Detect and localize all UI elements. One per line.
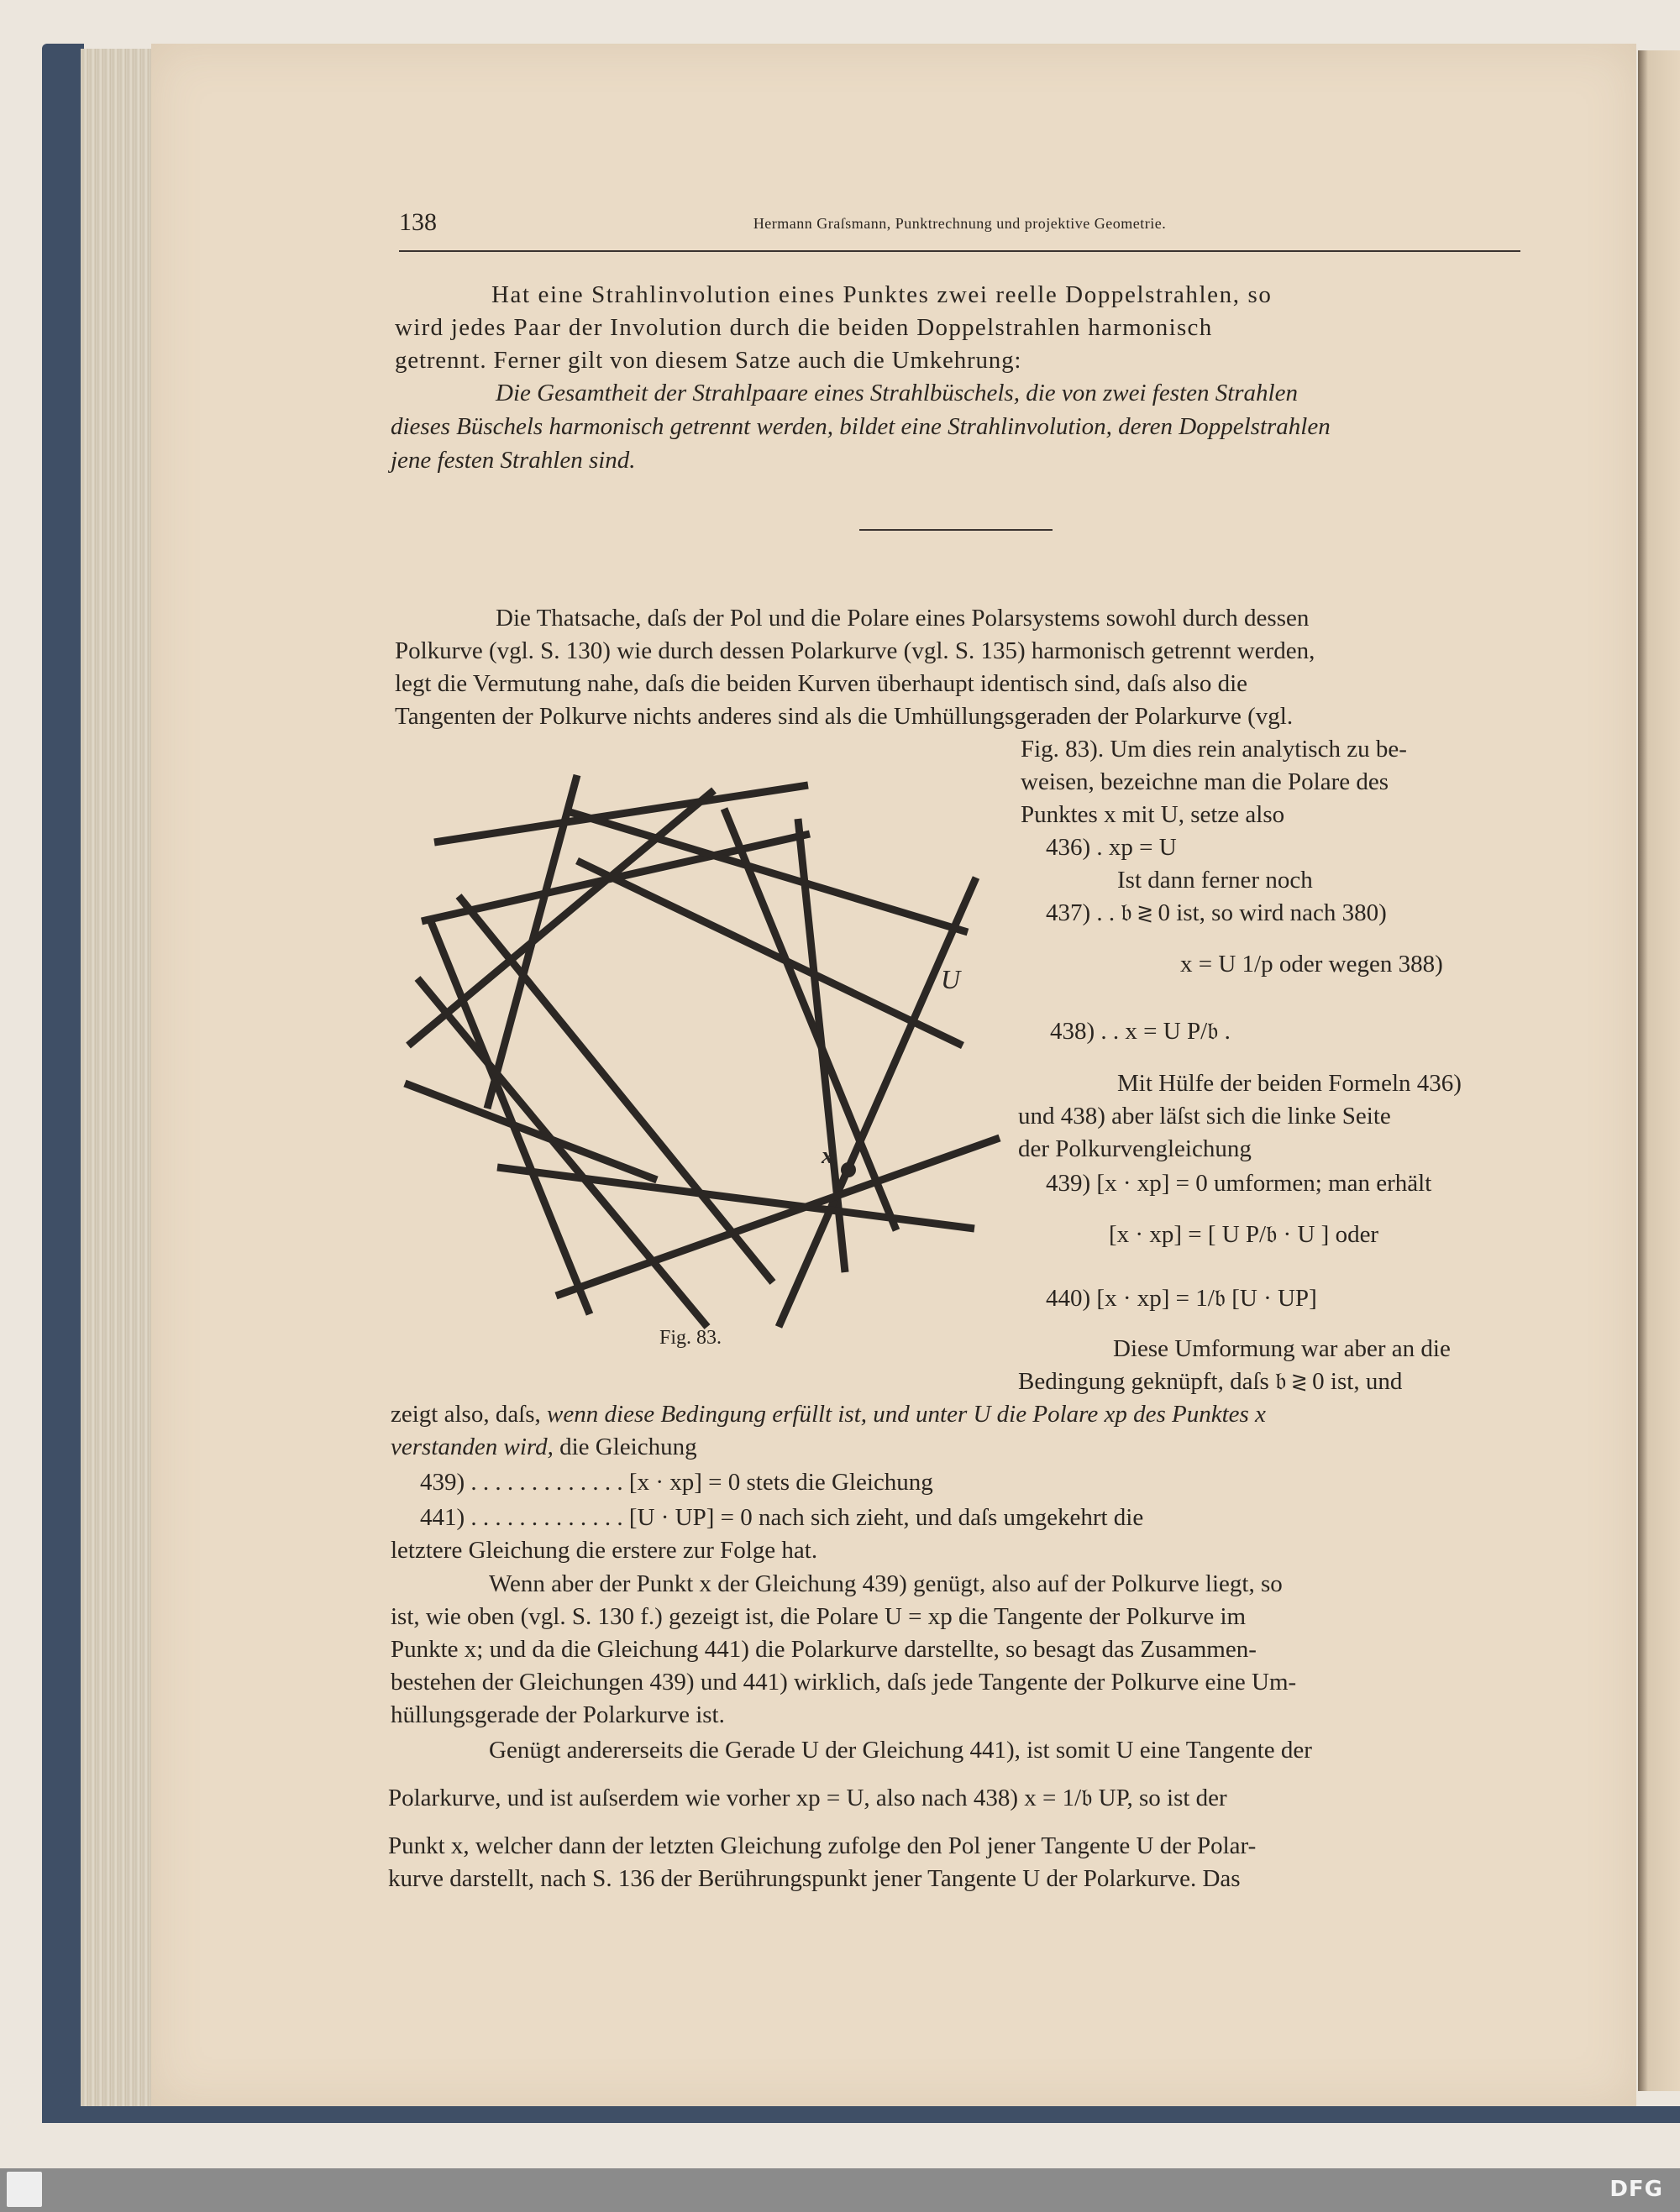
text-line: weisen, bezeichne man die Polare des xyxy=(1021,768,1389,795)
text-line: getrennt. Ferner gilt von diesem Satze auch die Umkehrung: xyxy=(395,347,1022,374)
text-line: Fig. 83). Um dies rein analytisch zu be- xyxy=(1021,736,1407,763)
text-line: kurve darstellt, nach S. 136 der Berührungspunkt jener Tangente U der Polarkurve. Das xyxy=(388,1865,1241,1892)
pole-point-x xyxy=(841,1162,856,1177)
text-line: Die Thatsache, daſs der Pol und die Polare eines Polarsystems sowohl durch dessen xyxy=(496,605,1310,632)
page-number: 138 xyxy=(399,208,437,236)
text-fragment: zeigt also, daſs, xyxy=(391,1401,541,1428)
text-line: Polkurve (vgl. S. 130) wie durch dessen Polarkurve (vgl. S. 135) harmonisch getrennt werden, xyxy=(395,637,1315,664)
text-line: legt die Vermutung nahe, daſs die beiden Kurven überhaupt identisch sind, daſs also die xyxy=(395,670,1248,697)
running-title: Hermann Graſsmann, Punktrechnung und projektive Geometrie. xyxy=(753,215,1167,232)
text-line xyxy=(391,1399,1266,1429)
label-x: x xyxy=(822,1143,833,1169)
tangent-line xyxy=(556,1138,1000,1296)
label-U: U xyxy=(941,964,961,994)
equation-437: 437) . . 𝔟 ≷ 0 ist, so wird nach 380) xyxy=(1046,899,1387,926)
italic-fragment: wenn diese Bedingung erfüllt ist, und unter U die Polare xp des Punktes x xyxy=(547,1401,1266,1428)
text-line: der Polkurvengleichung xyxy=(1018,1135,1252,1162)
dfg-logo: DFG xyxy=(1609,2177,1663,2202)
tangent-line xyxy=(434,785,808,842)
text-line xyxy=(391,1432,697,1462)
text-line: Tangenten der Polkurve nichts anderes sind als die Umhüllungsgeraden der Polarkurve (vgl. xyxy=(395,703,1294,730)
italic-fragment: verstanden wird, xyxy=(391,1434,554,1460)
text-line: Punkte x; und da die Gleichung 441) die Polarkurve darstellte, so besagt das Zusammen- xyxy=(391,1636,1257,1663)
equation-439: 439) [x · xp] = 0 umformen; man erhält xyxy=(1046,1170,1432,1197)
page-edges xyxy=(81,49,153,2106)
equation-441: 441) . . . . . . . . . . . . . [U · UP] = 0 nach sich zieht, und daſs umgekehrt die xyxy=(420,1504,1144,1531)
equation-436: 436) . xp = U xyxy=(1046,834,1177,861)
text-line: Polarkurve, und ist auſserdem wie vorher xp = U, also nach 438) x = 1/𝔟 UP, so ist der xyxy=(388,1785,1227,1811)
page-header xyxy=(399,208,1520,252)
text-line: Bedingung geknüpft, daſs 𝔟 ≷ 0 ist, und xyxy=(1018,1368,1403,1395)
text-line: letztere Gleichung die erstere zur Folge hat. xyxy=(391,1537,818,1564)
text-line: Genügt andererseits die Gerade U der Gleichung 441), ist somit U eine Tangente der xyxy=(489,1737,1312,1764)
text-line: und 438) aber läſst sich die linke Seite xyxy=(1018,1103,1391,1130)
text-line: Punkt x, welcher dann der letzten Gleichung zufolge den Pol jener Tangente U der Polar- xyxy=(388,1832,1257,1859)
equation-mid: [x · xp] = [ U P/𝔟 · U ] oder xyxy=(1109,1221,1379,1248)
tangent-line xyxy=(724,809,896,1230)
figure-83-envelope xyxy=(388,768,1018,1331)
text-fragment: die Gleichung xyxy=(559,1434,697,1460)
text-line: Ist dann ferner noch xyxy=(1117,867,1313,894)
tangent-line xyxy=(577,861,963,1046)
theorem-line: dieses Büschels harmonisch getrennt werden, bildet eine Strahlinvolution, deren Doppelstrahlen xyxy=(391,413,1331,440)
text-line: Wenn aber der Punkt x der Gleichung 439) genügt, also auf der Polkurve liegt, so xyxy=(489,1570,1283,1597)
text-line: bestehen der Gleichungen 439) und 441) wirklich, daſs jede Tangente der Polkurve eine Um- xyxy=(391,1669,1297,1696)
theorem-line: jene festen Strahlen sind. xyxy=(391,447,636,474)
equation-440: 440) [x · xp] = 1/𝔟 [U · UP] xyxy=(1046,1285,1317,1312)
book-cover-spine xyxy=(42,44,84,2122)
tangent-line xyxy=(497,1167,974,1229)
book-cover-bottom xyxy=(42,2106,1680,2123)
section-separator xyxy=(859,529,1053,531)
text-line: wird jedes Paar der Involution durch die beiden Doppelstrahlen harmonisch xyxy=(395,314,1213,341)
text-line: ist, wie oben (vgl. S. 130 f.) gezeigt ist, die Polare U = xp die Tangente der Polkurve im xyxy=(391,1603,1247,1630)
tangent-line xyxy=(430,920,590,1314)
facing-page-edge xyxy=(1638,50,1680,2091)
library-seal-icon xyxy=(7,2172,42,2207)
viewer-footer-bar xyxy=(0,2168,1680,2212)
text-line: Hat eine Strahlinvolution eines Punktes zwei reelle Doppelstrahlen, so xyxy=(491,281,1273,308)
text-line: Punktes x mit U, setze also xyxy=(1021,801,1285,828)
equation-x: x = U 1/p oder wegen 388) xyxy=(1180,951,1443,978)
text-line: Diese Umformung war aber an die xyxy=(1113,1335,1451,1362)
figure-caption: Fig. 83. xyxy=(659,1327,722,1349)
theorem-line: Die Gesamtheit der Strahlpaare eines Strahlbüschels, die von zwei festen Strahlen xyxy=(496,380,1298,406)
equation-438: 438) . . x = U P/𝔟 . xyxy=(1050,1018,1231,1045)
equation-439b: 439) . . . . . . . . . . . . . [x · xp] = 0 stets die Gleichung xyxy=(420,1469,933,1496)
text-line: Mit Hülfe der beiden Formeln 436) xyxy=(1117,1070,1462,1097)
text-line: hüllungsgerade der Polarkurve ist. xyxy=(391,1701,725,1728)
